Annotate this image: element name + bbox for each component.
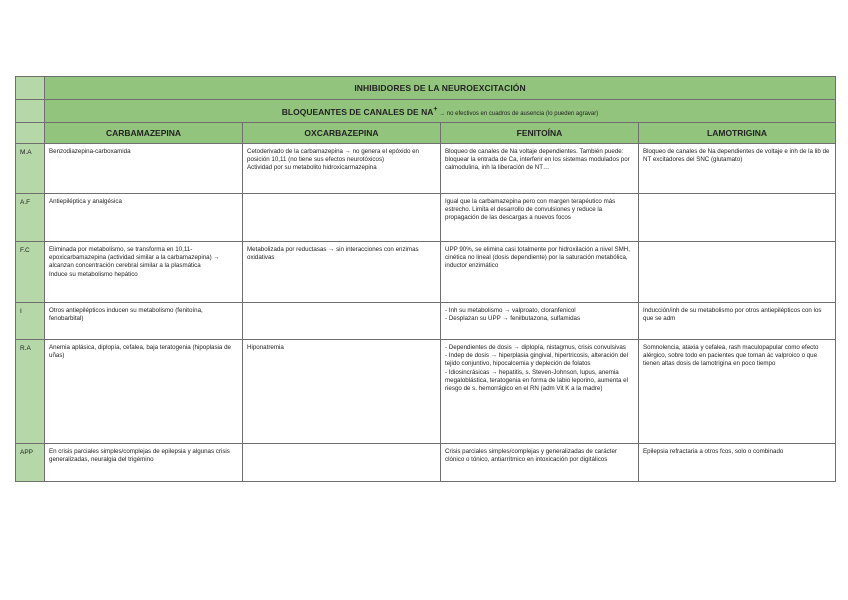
table-cell bbox=[45, 303, 243, 340]
drug-header-oxcarbazepina: OXCARBAZEPINA bbox=[243, 123, 441, 144]
table-cell bbox=[45, 144, 243, 194]
subtitle-note: → no efectivos en cuadros de ausencia (lo pueden agravar) bbox=[437, 110, 599, 117]
drug-header-carbamazepina: CARBAMAZEPINA bbox=[45, 123, 243, 144]
table-cell bbox=[243, 303, 441, 340]
cell-line: Metabolizada por reductasas → sin interacciones con enzimas oxidativas bbox=[247, 246, 419, 262]
cell-line: Otros antiepilépticos inducen su metabolismo (fenitoína, fenobarbital) bbox=[49, 307, 203, 323]
table-cell bbox=[243, 444, 441, 482]
cell-line: Induce su metabolismo hepático bbox=[49, 270, 138, 278]
table-cell bbox=[45, 340, 243, 444]
table-cell bbox=[639, 444, 836, 482]
cell-line: - Inh su metabolismo → valproato, cloranfenicol bbox=[445, 307, 576, 314]
cell-line: - Idiosincrásicas → hepatitis, s. Steven-Johnson, lupus, anemia megaloblástica, teratogenia en forma de labio leporino, aumenta el riesgo de s. hemorrágico en el RN (adm Vit K a la madre) bbox=[445, 368, 628, 393]
table-row bbox=[16, 194, 836, 242]
title-row bbox=[16, 77, 836, 100]
cell-line: Anemia aplásica, diplopía, cefalea, baja teratogenia (hipoplasia de uñas) bbox=[49, 344, 231, 360]
table-cell bbox=[441, 303, 639, 340]
table-cell bbox=[639, 303, 836, 340]
table-row bbox=[16, 303, 836, 340]
cell-line: Bloqueo de canales de Na voltaje dependientes. También puede: bloquear la entrada de Ca, interferir en los sistemas modulados por calmodulina, inh la liberación de NT… bbox=[445, 148, 630, 172]
table-cell bbox=[45, 242, 243, 303]
cell-line: - Dependientes de dosis → diplopía, nistagmus, crisis convulsivas bbox=[445, 344, 626, 351]
table-row bbox=[16, 444, 836, 482]
table-title: INHIBIDORES DE LA NEUROEXCITACIÓN bbox=[45, 77, 836, 100]
cell-line: Epilepsia refractaria a otros fcos, solo o combinado bbox=[643, 448, 784, 455]
table-cell bbox=[441, 194, 639, 242]
table-cell bbox=[441, 444, 639, 482]
table-cell bbox=[639, 194, 836, 242]
table-cell bbox=[243, 242, 441, 303]
drug-table bbox=[15, 76, 836, 482]
table-cell bbox=[243, 340, 441, 444]
table-subtitle bbox=[45, 100, 836, 123]
table-cell bbox=[639, 144, 836, 194]
row-label: F.C bbox=[16, 242, 45, 303]
table-row bbox=[16, 144, 836, 194]
subtitle-row bbox=[16, 100, 836, 123]
subtitle-main: BLOQUEANTES DE CANALES DE NA bbox=[281, 106, 434, 117]
cell-line: Benzodiazepina-carboxamida bbox=[49, 148, 131, 155]
table-cell bbox=[243, 144, 441, 194]
subtitle-sup: + bbox=[433, 105, 438, 114]
cell-line: En crisis parciales simples/complejas de epilepsia y algunas crisis generalizadas, neuralgia del trigémino bbox=[49, 448, 230, 464]
cell-line: Bloqueo de canales de Na dependientes de voltaje e inh de la lib de NT excitadores del SNC (glutamato) bbox=[643, 148, 830, 164]
table-cell bbox=[441, 242, 639, 303]
cell-line: Hiponatremia bbox=[247, 344, 284, 351]
row-label: M.A bbox=[16, 144, 45, 194]
cell-line: Crisis parciales simples/complejas y generalizadas de carácter clónico o tónico, antiarrítmico en intoxicación por digitálicos bbox=[445, 448, 617, 464]
table-cell bbox=[45, 194, 243, 242]
cell-line: Antiepiléptica y analgésica bbox=[49, 198, 122, 205]
cell-line: UPP 90%, se elimina casi totalmente por hidroxilación a nivel SMH, cinética no lineal (dosis dependiente) por la saturación metabólica, inductor enzimático bbox=[445, 246, 630, 270]
table-cell bbox=[441, 340, 639, 444]
cell-line: - Indep de dosis → hiperplasia gingival, hipertricosis, alteración del tejido conjuntivo, hipocalcemia y depleción de folatos bbox=[445, 352, 628, 368]
table-cell bbox=[243, 194, 441, 242]
cell-line: Actividad por su metabolito hidroxicarmazepina bbox=[247, 164, 377, 172]
corner-cell bbox=[16, 100, 45, 123]
cell-line: Cetoderivado de la carbamazepina → no genera el epóxido en posición 10,11 (no tiene sus efectos neurotóxicos) bbox=[247, 148, 419, 164]
cell-line: Igual que la carbamazepina pero con margen terapéutico más estrecho. Limita el desarrollo de convulsiones y reduce la propagación de las descargas a nuevos focos bbox=[445, 198, 616, 222]
table-cell bbox=[639, 340, 836, 444]
corner-cell bbox=[16, 123, 45, 144]
row-label: APP bbox=[16, 444, 45, 482]
table-row bbox=[16, 242, 836, 303]
cell-line: - Desplazan su UPP → fenilbutazona, sulfamidas bbox=[445, 315, 581, 323]
drug-header-row bbox=[16, 123, 836, 144]
cell-line: Eliminada por metabolismo, se transforma en 10,11-epoxicarbamazepina (actividad similar a la carbamazepina) → alcanzan concentración cerebral similar a la plasmática bbox=[49, 246, 220, 270]
cell-line: Somnolencia, ataxia y cefalea, rash maculopapular como efecto alérgico, sobre todo en pacientes que toman ác valproico o que tienen altas dosis de lamotrigina en poco tiempo bbox=[643, 344, 819, 368]
table-cell bbox=[639, 242, 836, 303]
drug-header-lamotrigina: LAMOTRIGINA bbox=[639, 123, 836, 144]
row-label: I bbox=[16, 303, 45, 340]
drug-header-fenitoina: FENITOÍNA bbox=[441, 123, 639, 144]
cell-line: Inducción/inh de su metabolismo por otros antiepilépticos con los que se adm bbox=[643, 307, 822, 323]
table-cell bbox=[441, 144, 639, 194]
row-label: A.F bbox=[16, 194, 45, 242]
table-row bbox=[16, 340, 836, 444]
table-cell bbox=[45, 444, 243, 482]
row-label: R.A bbox=[16, 340, 45, 444]
corner-cell bbox=[16, 77, 45, 100]
